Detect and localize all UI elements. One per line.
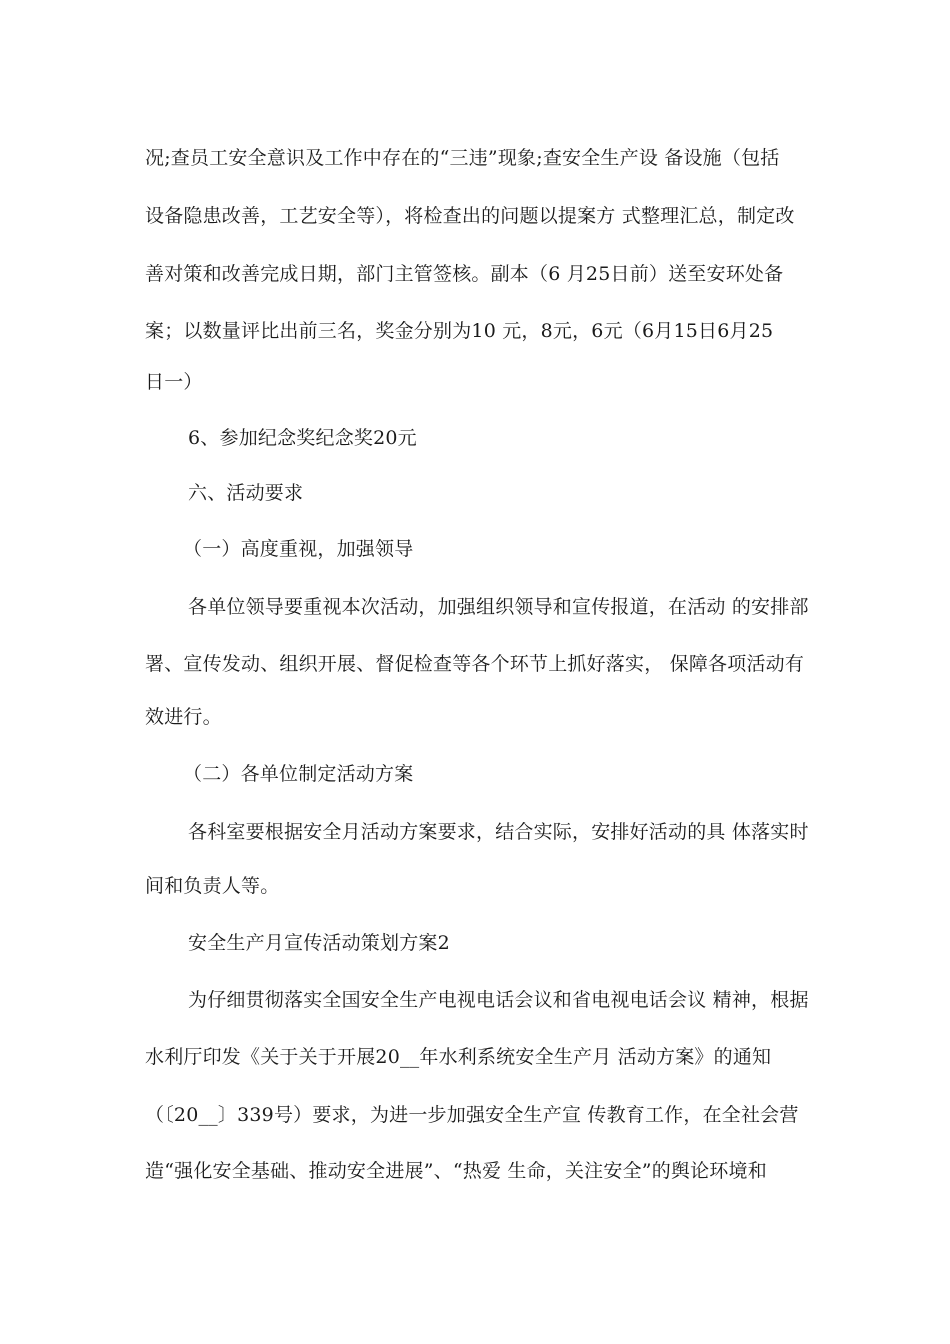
list-item: 6、参加纪念奖纪念奖20元 [188, 427, 417, 449]
paragraph-line: 各科室要根据安全月活动方案要求，结合实际，安排好活动的具 体落实时 [188, 821, 809, 843]
paragraph-line: 间和负责人等。 [145, 875, 280, 897]
paragraph-line: 况;查员工安全意识及工作中存在的“三违”现象;查安全生产设 备设施（包括 [145, 147, 780, 169]
paragraph-line: 署、宣传发动、组织开展、督促检查等各个环节上抓好落实， 保障各项活动有 [145, 653, 805, 675]
paragraph-line: 善对策和改善完成日期，部门主管签核。副本（6 月25日前）送至安环处备 [145, 263, 784, 285]
paragraph-line: 水利厅印发《关于关于开展20__年水利系统安全生产月 活动方案》的通知 [145, 1046, 772, 1068]
paragraph-line: 各单位领导要重视本次活动，加强组织领导和宣传报道，在活动 的安排部 [188, 596, 809, 618]
paragraph-line: 效进行。 [145, 706, 222, 728]
subsection-heading: （二）各单位制定活动方案 [183, 763, 414, 785]
paragraph-line: （〔20__〕339号）要求，为进一步加强安全生产宣 传教育工作，在全社会营 [145, 1104, 799, 1126]
paragraph-line: 设备隐患改善，工艺安全等），将检查出的问题以提案方 式整理汇总，制定改 [145, 205, 795, 227]
paragraph-line: 案；以数量评比出前三名，奖金分别为10 元，8元，6元（6月15日6月25 [145, 320, 774, 342]
paragraph-line: 为仔细贯彻落实全国安全生产电视电话会议和省电视电话会议 精神，根据 [188, 989, 809, 1011]
section-heading: 六、活动要求 [188, 482, 304, 504]
document-title: 安全生产月宣传活动策划方案2 [188, 932, 450, 954]
paragraph-line: 造“强化安全基础、推动安全进展”、“热爱 生命，关注安全”的舆论环境和 [145, 1160, 767, 1182]
paragraph-line: 日一） [145, 371, 203, 393]
subsection-heading: （一）高度重视，加强领导 [183, 538, 414, 560]
